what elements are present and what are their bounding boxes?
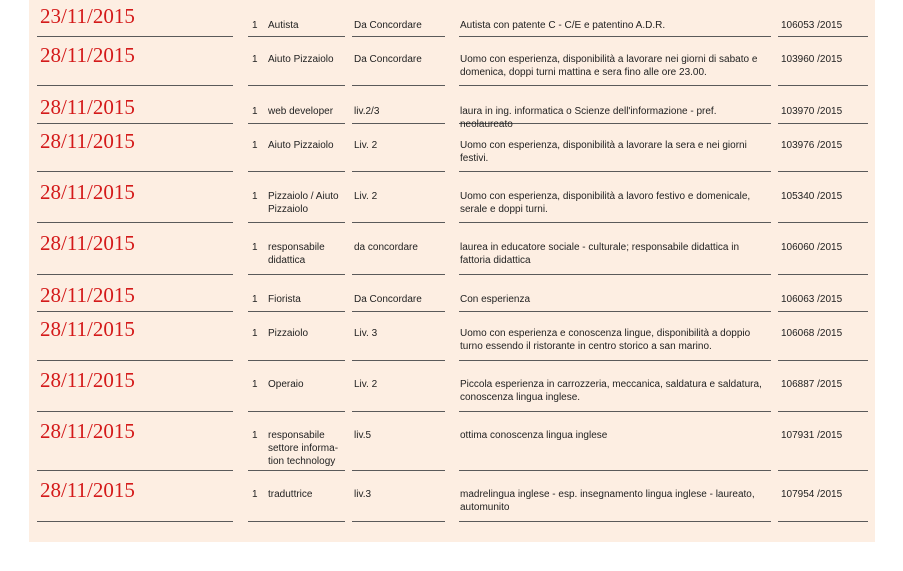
reference-number: 106060 /2015 [781,242,843,253]
posting-date: 28/11/2015 [40,419,135,443]
reference-number: 106068 /2015 [781,328,843,339]
reference-cell [778,0,868,37]
description-text: laurea in educatore sociale - culturale; responsabile didattica in fattoria didattica [460,242,740,266]
description-text: laura in ing. informatica o Scienze dell'informazione - pref. neolaureato [460,106,717,130]
level-text: da concordare [354,242,418,253]
description-text: ottima conoscenza lingua inglese [460,430,608,441]
level-cell [352,315,445,361]
date-cell [37,315,233,361]
table-row [29,93,875,130]
positions-count: 1 [252,54,258,65]
reference-cell [778,476,868,522]
description-text: Uomo con esperienza, disponibilità a lavorare nei giorni di sabato e domenica, doppi turni mattina e sera fino alle ore 23.00. [460,54,758,78]
description-text: Con esperienza [460,294,531,305]
posting-date: 28/11/2015 [40,180,135,204]
description-cell [459,127,771,172]
profession-name: Pizzaiolo [268,328,309,339]
description-text: madrelingua inglese - esp. insegnamento lingua inglese - laureato, automunito [460,489,755,513]
level-cell [352,229,445,275]
positions-count: 1 [252,191,258,202]
posting-date: 28/11/2015 [40,43,135,67]
table-row [29,178,875,223]
description-text: Piccola esperienza in carrozzeria, meccanica, saldatura e saldatura, conoscenza lingua inglese. [460,379,762,403]
profession-name: Aiuto Pizzaiolo [268,140,334,151]
date-underline [37,0,233,37]
level-cell [352,41,445,86]
job-listings-panel [29,0,875,542]
description-cell [459,315,771,361]
description-text: Uomo con esperienza, disponibilità a lavorare la sera e nei giorni festivi. [460,140,747,164]
table-row [29,417,875,471]
profession-name: Autista [268,20,299,31]
reference-number: 103970 /2015 [781,106,843,117]
profession-name: Pizzaiolo / Aiuto Pizzaiolo [268,191,339,215]
table-row [29,127,875,172]
level-text: Da Concordare [354,54,422,65]
profession-cell [248,315,345,361]
level-text: liv.3 [354,489,372,500]
reference-cell [778,417,868,471]
positions-count: 1 [252,20,258,31]
date-cell [37,417,233,471]
positions-count: 1 [252,242,258,253]
level-cell [352,127,445,172]
profession-name: traduttrice [268,489,313,500]
date-cell [37,127,233,172]
profession-cell [248,93,345,124]
reference-number: 103976 /2015 [781,140,843,151]
description-cell [459,178,771,223]
description-cell [459,366,771,412]
level-text: Liv. 3 [354,328,378,339]
table-row [29,476,875,522]
posting-date: 28/11/2015 [40,368,135,392]
positions-count: 1 [252,106,258,117]
level-text: Da Concordare [354,20,422,31]
profession-name: web developer [268,106,334,117]
date-cell [37,178,233,223]
description-cell [459,0,771,37]
reference-cell [778,315,868,361]
table-row [29,41,875,86]
reference-cell [778,229,868,275]
reference-cell [778,127,868,172]
description-cell [459,281,771,312]
profession-cell [248,41,345,86]
description-text: Uomo con esperienza e conoscenza lingue, disponibilità a doppio turno essendo il ristorante in centro storico a san marino. [460,328,751,352]
date-cell [37,41,233,86]
reference-cell [778,281,868,312]
description-cell [459,93,771,130]
reference-cell [778,178,868,223]
profession-cell [248,476,345,522]
profession-cell [248,127,345,172]
profession-name: responsabile settore informa-tion technology [268,430,339,467]
reference-number: 106053 /2015 [781,20,843,31]
date-cell [37,229,233,275]
reference-cell [778,366,868,412]
level-cell [352,281,445,312]
level-text: Da Concordare [354,294,422,305]
level-cell [352,93,445,124]
reference-cell [778,41,868,86]
level-cell [352,366,445,412]
description-cell [459,476,771,522]
reference-number: 106887 /2015 [781,379,843,390]
level-text: Liv. 2 [354,379,378,390]
posting-date: 23/11/2015 [40,4,135,28]
date-cell [37,281,233,312]
reference-number: 103960 /2015 [781,54,843,65]
level-text: liv.5 [354,430,372,441]
date-cell [37,476,233,522]
date-cell [37,366,233,412]
positions-count: 1 [252,140,258,151]
profession-name: responsabile didattica [268,242,325,266]
positions-count: 1 [252,379,258,390]
positions-count: 1 [252,294,258,305]
description-text: Uomo con esperienza, disponibilità a lavoro festivo e domenicale, serale e doppi turni. [460,191,751,215]
profession-cell [248,417,345,471]
level-cell [352,178,445,223]
positions-count: 1 [252,430,258,441]
posting-date: 28/11/2015 [40,283,135,307]
level-text: Liv. 2 [354,191,378,202]
profession-cell [248,366,345,412]
description-text: Autista con patente C - C/E e patentino A.D.R. [460,20,666,31]
profession-cell [248,281,345,312]
posting-date: 28/11/2015 [40,95,135,119]
profession-cell [248,229,345,275]
level-cell [352,417,445,471]
reference-cell [778,93,868,124]
description-cell [459,41,771,86]
posting-date: 28/11/2015 [40,129,135,153]
table-row [29,366,875,412]
posting-date: 28/11/2015 [40,478,135,502]
level-cell [352,0,445,37]
posting-date: 28/11/2015 [40,231,135,255]
positions-count: 1 [252,489,258,500]
profession-cell [248,0,345,37]
profession-name: Aiuto Pizzaiolo [268,54,334,65]
table-row [29,315,875,361]
profession-name: Fiorista [268,294,301,305]
table-row [29,281,875,312]
description-cell [459,229,771,275]
profession-name: Operaio [268,379,304,390]
reference-number: 106063 /2015 [781,294,843,305]
profession-cell [248,178,345,223]
reference-number: 105340 /2015 [781,191,843,202]
level-cell [352,476,445,522]
reference-number: 107954 /2015 [781,489,843,500]
level-text: Liv. 2 [354,140,378,151]
positions-count: 1 [252,328,258,339]
reference-number: 107931 /2015 [781,430,843,441]
posting-date: 28/11/2015 [40,317,135,341]
table-row [29,0,875,37]
level-text: liv.2/3 [354,106,380,117]
date-cell [37,93,233,124]
description-cell [459,417,771,471]
table-row [29,229,875,275]
